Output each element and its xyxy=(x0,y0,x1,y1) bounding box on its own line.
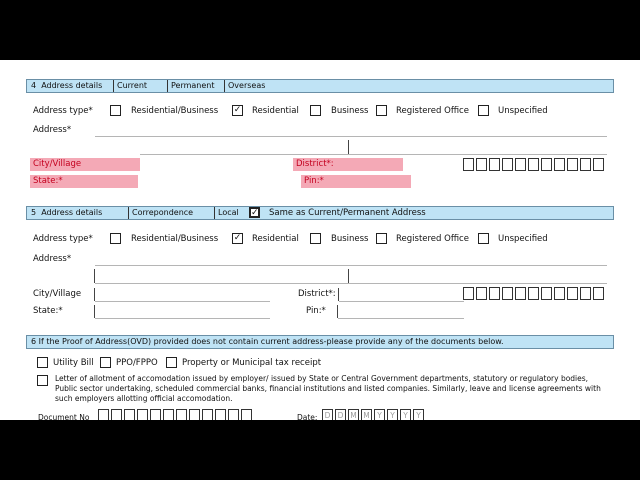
property-tax-receipt-label: Property or Municipal tax receipt xyxy=(182,358,322,368)
section-6-header xyxy=(26,335,614,349)
district-label-5: District*: xyxy=(298,289,336,299)
address-type-label-5: Address type* xyxy=(33,234,93,244)
address-type-label: Address type* xyxy=(33,106,93,116)
checkbox-residential[interactable] xyxy=(232,105,243,116)
checkbox-residential-business-5[interactable] xyxy=(110,233,121,244)
option-registered-office-label-5: Registered Office xyxy=(396,234,469,244)
checkbox-residential-5[interactable] xyxy=(232,233,243,244)
address-line-1[interactable] xyxy=(95,136,607,137)
district-field-start-5 xyxy=(338,288,339,301)
utility-bill-label: Utility Bill xyxy=(53,358,94,368)
section-4-title: 4 Address details xyxy=(31,81,103,90)
pin-field-start-5 xyxy=(337,305,338,318)
section-5-title: 5 Address details xyxy=(31,208,103,217)
state-label-5: State:* xyxy=(33,306,63,316)
address-line-2-5[interactable] xyxy=(95,283,607,284)
address-line-1-5[interactable] xyxy=(95,265,607,266)
address-divider-left-5 xyxy=(94,269,95,283)
option-business-label: Business xyxy=(331,106,369,116)
kyc-form-page xyxy=(0,60,640,420)
pin-field[interactable]: Pin:* xyxy=(301,175,411,188)
letter-of-allotment-text: Letter of allotment of accomodation issued by employer/ issued by State or Central Government departments, statutory or regulatory bodies, Public sector undertaking, scheduled commercial banks, financial institutions and listed companies. Similarly, leave and license agreements with such employers allotting official accomodation. xyxy=(55,374,601,403)
state-field-start-5 xyxy=(94,305,95,318)
tab-permanent[interactable]: Permanent xyxy=(167,80,217,92)
option-business-label-5: Business xyxy=(331,234,369,244)
tab-local[interactable]: Local xyxy=(214,207,252,219)
same-as-address-label: Same as Current/Permanent Address xyxy=(269,208,426,218)
option-residential-business-label: Residential/Business xyxy=(131,106,219,116)
document-no-boxes[interactable] xyxy=(98,409,254,420)
document-no-label: Document No xyxy=(38,413,90,420)
district-code-boxes-5[interactable] xyxy=(463,287,606,300)
checkbox-same-as-address[interactable] xyxy=(249,207,260,218)
checkbox-registered-office-5[interactable] xyxy=(376,233,387,244)
option-unspecified-label-5: Unspecified xyxy=(498,234,548,244)
city-field-start-5 xyxy=(94,288,95,301)
option-residential-business-label-5: Residential/Business xyxy=(131,234,219,244)
checkbox-property-tax-receipt[interactable] xyxy=(166,357,177,368)
pin-label-5: Pin:* xyxy=(306,306,326,316)
checkbox-letter-of-allotment[interactable] xyxy=(37,375,48,386)
address-label: Address* xyxy=(33,125,72,135)
ppo-fppo-label: PPO/FPPO xyxy=(116,358,158,368)
district-field-5[interactable] xyxy=(339,301,464,302)
address-label-5: Address* xyxy=(33,254,72,264)
city-label-5: City/Village xyxy=(33,289,82,299)
tab-correspondence[interactable]: Correpondence xyxy=(128,207,214,219)
option-unspecified-label: Unspecified xyxy=(498,106,548,116)
tab-current[interactable]: Current xyxy=(113,80,165,92)
section-6-title: 6 If the Proof of Address(OVD) provided does not contain current address-please provide any of the documents below. xyxy=(31,337,504,346)
city-field[interactable]: City/Village xyxy=(30,158,140,171)
checkbox-unspecified-5[interactable] xyxy=(478,233,489,244)
checkbox-residential-business[interactable] xyxy=(110,105,121,116)
district-field[interactable]: District*: xyxy=(293,158,403,171)
state-field-5[interactable] xyxy=(95,318,270,319)
checkbox-business-5[interactable] xyxy=(310,233,321,244)
option-registered-office-label: Registered Office xyxy=(396,106,469,116)
address-divider xyxy=(348,140,349,154)
section-4-header xyxy=(26,79,614,93)
date-boxes[interactable]: D D M M Y Y Y Y xyxy=(322,409,426,420)
district-code-boxes[interactable] xyxy=(463,158,606,171)
tab-overseas[interactable]: Overseas xyxy=(224,80,288,92)
city-field-5[interactable] xyxy=(95,301,270,302)
checkbox-ppo-fppo[interactable] xyxy=(100,357,111,368)
checkbox-business[interactable] xyxy=(310,105,321,116)
date-label: Date: xyxy=(297,413,318,420)
checkbox-registered-office[interactable] xyxy=(376,105,387,116)
address-line-2[interactable] xyxy=(140,154,607,155)
checkbox-utility-bill[interactable] xyxy=(37,357,48,368)
address-divider-5 xyxy=(348,269,349,283)
pin-field-5[interactable] xyxy=(338,318,464,319)
checkbox-unspecified[interactable] xyxy=(478,105,489,116)
option-residential-label: Residential xyxy=(252,106,299,116)
option-residential-label-5: Residential xyxy=(252,234,299,244)
state-field[interactable]: State:* xyxy=(30,175,138,188)
